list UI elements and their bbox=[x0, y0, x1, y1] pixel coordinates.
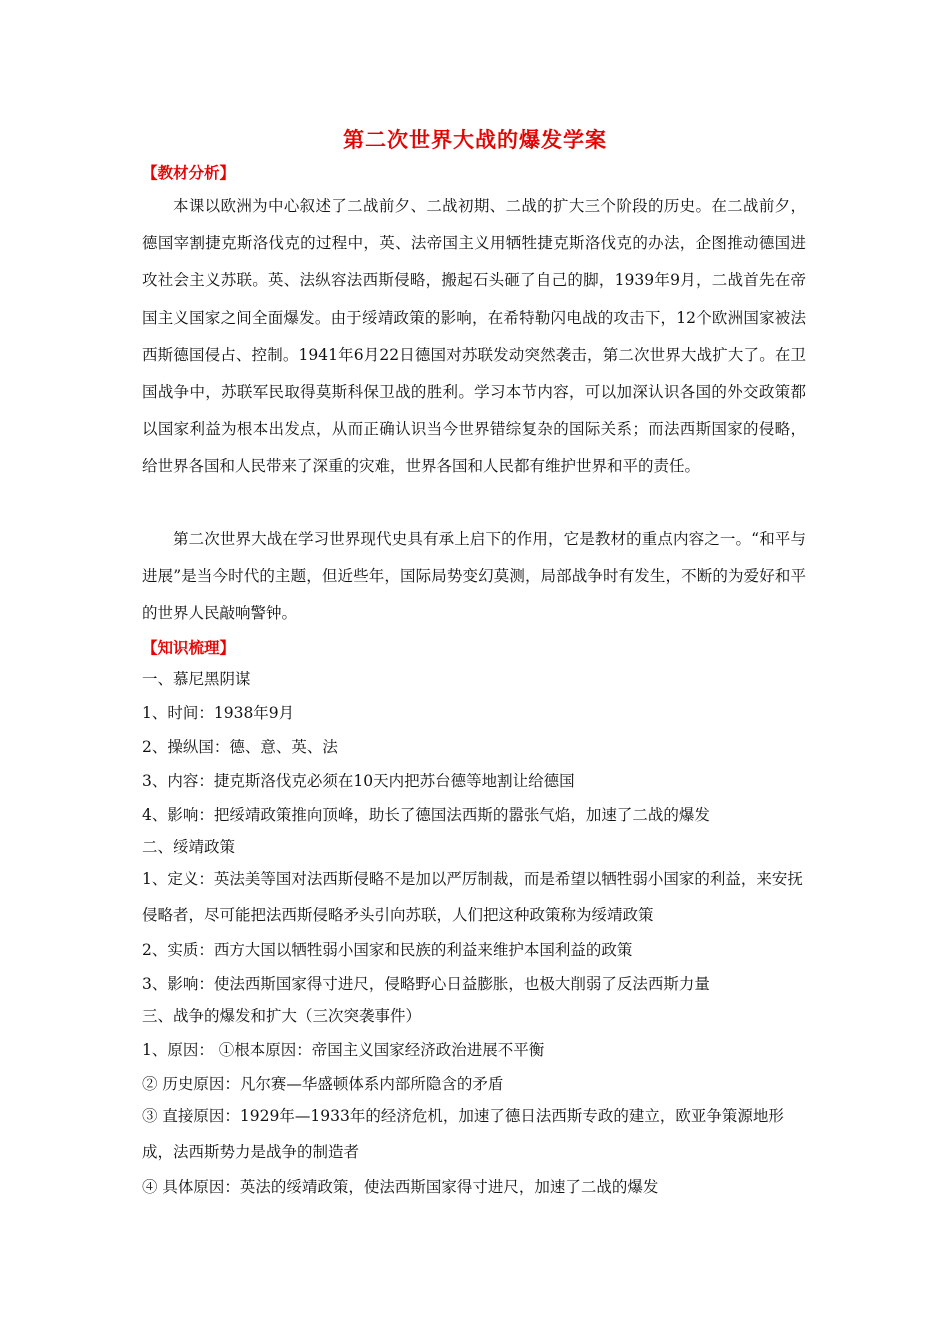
section-3-item-2: ② 历史原因：凡尔赛—华盛顿体系内部所隐含的矛盾 bbox=[142, 1075, 504, 1093]
section-1-item-3: 3、内容：捷克斯洛伐克必须在10天内把苏台德等地割让给德国 bbox=[142, 772, 575, 790]
section-1-item-1: 1、时间：1938年9月 bbox=[142, 704, 295, 722]
section-3-item-1: 1、原因： ①根本原因：帝国主义国家经济政治进展不平衡 bbox=[142, 1041, 545, 1059]
page-title: 第二次世界大战的爆发学案 bbox=[343, 127, 607, 152]
section-2-title: 二、绥靖政策 bbox=[142, 838, 236, 856]
section-1-item-2: 2、操纵国：德、意、英、法 bbox=[142, 738, 338, 756]
section-1-item-4: 4、影响：把绥靖政策推向顶峰，助长了德国法西斯的嚣张气焰，加速了二战的爆发 bbox=[142, 806, 710, 824]
analysis-heading: 【教材分析】 bbox=[142, 163, 236, 182]
section-3-item-3: ③ 直接原因：1929年—1933年的经济危机，加速了德日法西斯专政的建立，欧亚争策源地形成，法西斯势力是战争的制造者 bbox=[142, 1107, 784, 1161]
analysis-paragraph-1: 本课以欧洲为中心叙述了二战前夕、二战初期、二战的扩大三个阶段的历史。在二战前夕，德国宰割捷克斯洛伐克的过程中，英、法帝国主义用牺牲捷克斯洛伐克的办法，企图推动德国进攻社会主义苏联。英、法纵容法西斯侵略，搬起石头砸了自己的脚，1939年9月，二战首先在帝国主义国家之间全面爆发。由于绥靖政策的影响，在希特勒闪电战的攻击下，12个欧洲国家被法西斯德国侵占、控制。1941年6月22日德国对苏联发动突然袭击，第二次世界大战扩大了。在卫国战争中，苏联军民取得莫斯科保卫战的胜利。学习本节内容，可以加深认识各国的外交政策都以国家利益为根本出发点，从而正确认识当今世界错综复杂的国际关系；而法西斯国家的侵略，给世界各国和人民带来了深重的灾难，世界各国和人民都有维护世界和平的责任。 bbox=[142, 197, 806, 476]
section-2-item-2: 2、实质：西方大国以牺牲弱小国家和民族的利益来维护本国利益的政策 bbox=[142, 941, 633, 959]
analysis-paragraph-2: 第二次世界大战在学习世界现代史具有承上启下的作用，它是教材的重点内容之一。“和平与进展”是当今时代的主题，但近些年，国际局势变幻莫测，局部战争时有发生，不断的为爱好和平的世界人民敲响警钟。 bbox=[142, 530, 806, 623]
section-3-title: 三、战争的爆发和扩大（三次突袭事件） bbox=[142, 1007, 422, 1025]
section-2-item-1: 1、定义：英法美等国对法西斯侵略不是加以严厉制裁，而是希望以牺牲弱小国家的利益，来安抚侵略者，尽可能把法西斯侵略矛头引向苏联，人们把这种政策称为绥靖政策 bbox=[142, 870, 803, 924]
section-1-title: 一、慕尼黑阴谋 bbox=[142, 670, 251, 688]
section-2-item-3: 3、影响：使法西斯国家得寸进尺，侵略野心日益膨胀，也极大削弱了反法西斯力量 bbox=[142, 975, 710, 993]
knowledge-heading: 【知识梳理】 bbox=[142, 638, 236, 657]
section-3-item-4: ④ 具体原因：英法的绥靖政策，使法西斯国家得寸进尺，加速了二战的爆发 bbox=[142, 1178, 659, 1196]
